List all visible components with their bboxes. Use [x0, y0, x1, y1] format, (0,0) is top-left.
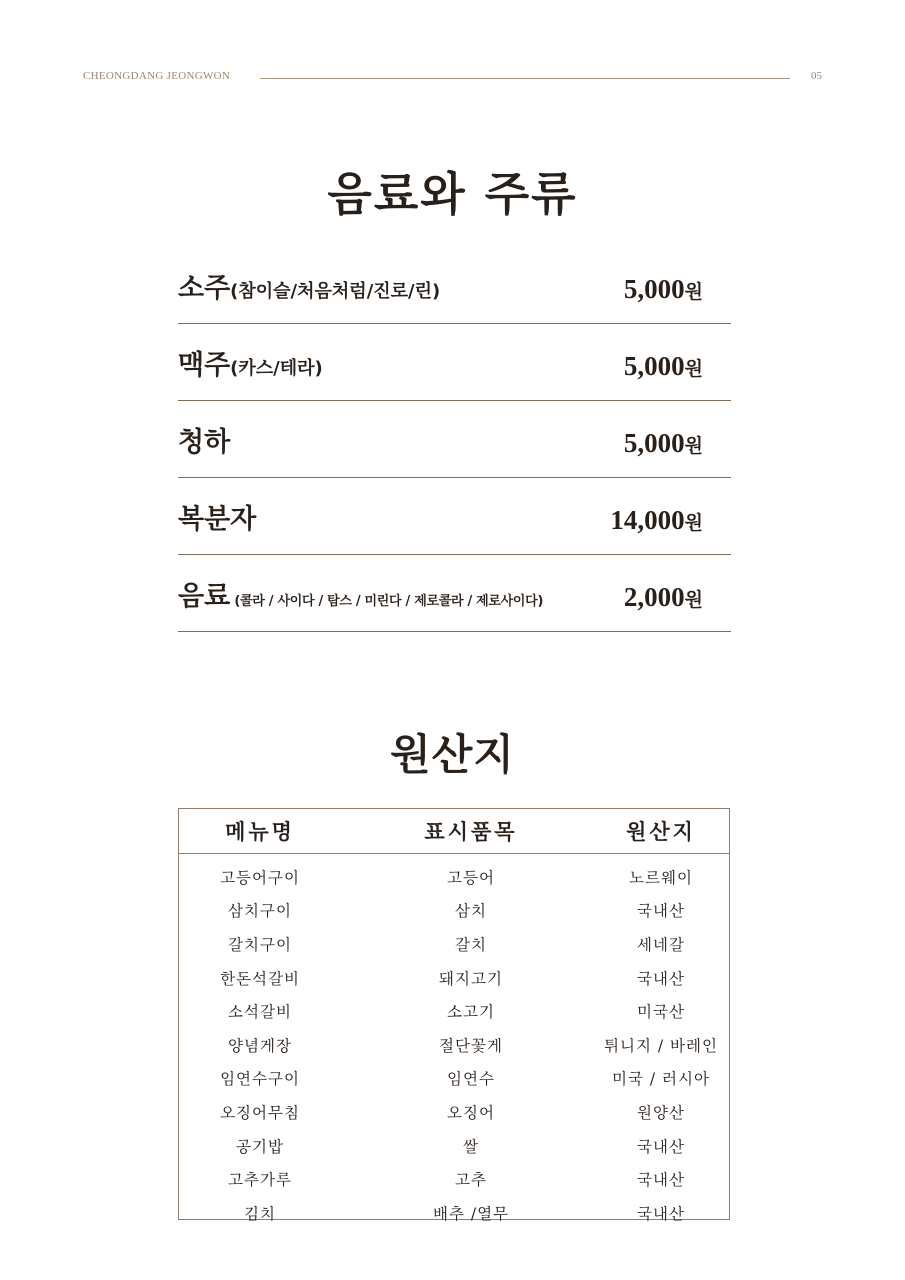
cell-item: 삼치 [455, 902, 487, 921]
drink-price [624, 351, 703, 382]
price-unit: 원 [684, 435, 703, 457]
drink-label [178, 343, 323, 382]
drink-name: 복분자 [178, 504, 257, 535]
price-amount: 5,000 [623, 351, 685, 381]
price-amount: 5,000 [623, 274, 685, 304]
drinks-title: 음료와 주류 [327, 167, 578, 221]
drink-detail: (참이슬/처음처럼/진로/린) [230, 281, 441, 302]
cell-menu: 김치 [244, 1204, 276, 1223]
table-row [179, 961, 729, 995]
cell-origin: 미국 / 러시아 [612, 1070, 710, 1089]
drink-detail: (카스/테라) [230, 358, 323, 379]
cell-item: 배추 /열무 [432, 1204, 510, 1223]
cell-item: 오징어 [447, 1103, 495, 1122]
price-amount: 2,000 [623, 582, 685, 612]
cell-menu: 공기밥 [236, 1137, 284, 1156]
cell-menu: 오징어무침 [220, 1103, 300, 1122]
page-number: 05 [811, 70, 822, 82]
drink-price [610, 505, 703, 536]
origin-title: 원산지 [390, 730, 515, 779]
drink-price [624, 428, 703, 459]
cell-menu: 임연수구이 [220, 1070, 300, 1089]
table-row [179, 1028, 729, 1062]
cell-menu: 소석갈비 [228, 1003, 292, 1022]
cell-origin: 국내산 [637, 1171, 685, 1190]
cell-item: 갈치 [455, 935, 487, 954]
cell-item: 돼지고기 [439, 969, 503, 988]
cell-menu: 갈치구이 [228, 935, 292, 954]
cell-origin: 국내산 [637, 1204, 685, 1223]
drink-price [624, 582, 703, 613]
header-divider [260, 78, 790, 79]
drink-label [178, 497, 256, 536]
drink-price [624, 274, 703, 305]
drink-label [178, 266, 440, 305]
drink-name: 소주 [178, 273, 231, 304]
table-row [179, 860, 729, 894]
drink-label [178, 420, 230, 459]
brand-name: CHEONGDANG JEONGWON [83, 70, 231, 82]
cell-menu: 한돈석갈비 [220, 969, 300, 988]
cell-origin: 세네갈 [637, 935, 685, 954]
drink-name: 음료 [178, 581, 231, 612]
price-amount: 14,000 [610, 505, 685, 535]
header-origin: 원산지 [626, 820, 696, 844]
drink-row-chungha [178, 401, 731, 478]
drink-name: 맥주 [178, 350, 231, 381]
cell-origin: 노르웨이 [629, 868, 693, 887]
cell-menu: 고등어구이 [220, 868, 300, 887]
origin-table [178, 808, 730, 1223]
price-unit: 원 [684, 358, 703, 380]
price-unit: 원 [684, 589, 703, 611]
table-row [179, 894, 729, 928]
drink-detail: (콜라 / 사이다 / 탐스 / 미린다 / 제로콜라 / 제로사이다) [230, 594, 544, 609]
header-item: 표시품목 [424, 820, 518, 844]
cell-item: 쌀 [463, 1137, 479, 1156]
table-row [179, 1162, 729, 1196]
cell-menu: 삼치구이 [228, 902, 292, 921]
header-menu-name: 메뉴명 [225, 820, 295, 844]
table-row [179, 1129, 729, 1163]
cell-item: 소고기 [447, 1003, 495, 1022]
cell-item: 절단꽃게 [439, 1036, 503, 1055]
price-unit: 원 [684, 512, 703, 534]
drink-row-bokbunja [178, 478, 731, 555]
price-unit: 원 [684, 281, 703, 303]
cell-item: 임연수 [447, 1070, 495, 1089]
table-body [179, 854, 729, 1230]
cell-origin: 국내산 [637, 1137, 685, 1156]
drink-row-beer [178, 324, 731, 401]
drinks-list [178, 256, 731, 632]
drink-label [178, 574, 543, 613]
cell-item: 고등어 [447, 868, 495, 887]
table-row [179, 1095, 729, 1129]
table-row [179, 994, 729, 1028]
drink-name: 청하 [178, 427, 231, 458]
cell-origin: 원양산 [637, 1103, 685, 1122]
cell-menu: 양념게장 [228, 1036, 292, 1055]
table-row [179, 927, 729, 961]
cell-menu: 고추가루 [228, 1171, 292, 1190]
cell-origin: 국내산 [637, 902, 685, 921]
cell-origin: 튀니지 / 바레인 [604, 1036, 718, 1055]
drink-row-beverage [178, 555, 731, 632]
table-row [179, 1196, 729, 1230]
table-row [179, 1062, 729, 1096]
table-header [179, 809, 729, 854]
cell-origin: 국내산 [637, 969, 685, 988]
price-amount: 5,000 [623, 428, 685, 458]
cell-item: 고추 [455, 1171, 487, 1190]
cell-origin: 미국산 [637, 1003, 685, 1022]
drink-row-soju [178, 256, 731, 324]
